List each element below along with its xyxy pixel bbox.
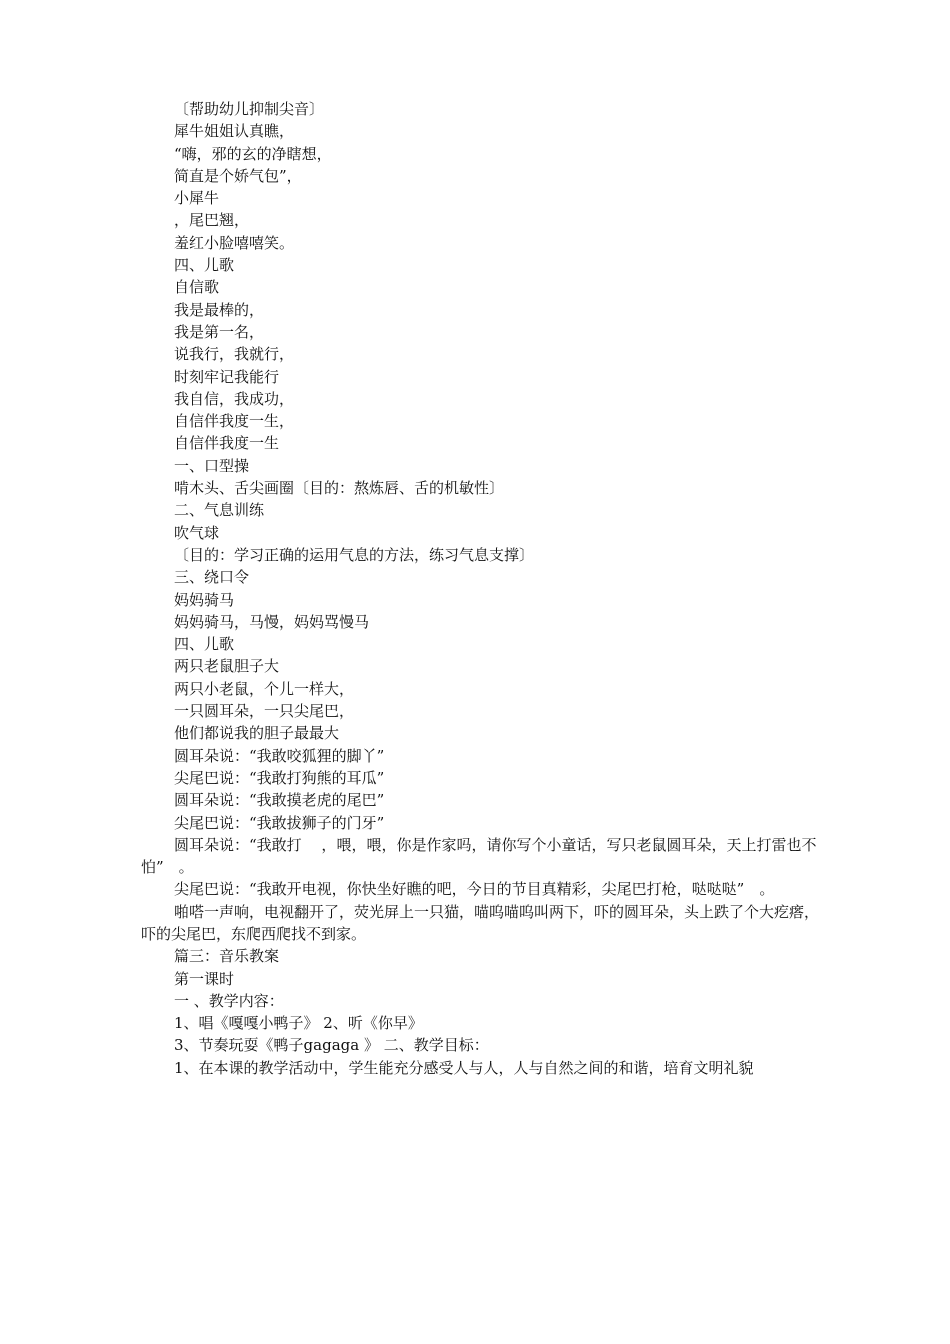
text-line: 两只小老鼠，个儿一样大，	[174, 679, 355, 698]
text-line: 一只圆耳朵，一只尖尾巴，	[174, 702, 355, 721]
text-line: 第一课时	[174, 969, 235, 988]
text-line: 〔目的：学习正确的运用气息的方法，练习气息支撑〕	[174, 545, 535, 564]
text-line: 我自信，我成功，	[174, 389, 295, 408]
section-heading: 一 、教学内容：	[174, 991, 284, 1010]
text-line: 他们都说我的胆子最最大	[174, 724, 340, 743]
text-line: 1、唱《嘎嘎小鸭子》 2、听《你早》	[174, 1014, 423, 1033]
text-line: 1、在本课的教学活动中，学生能充分感受人与人，人与自然之间的和谐，培育文明礼貌	[174, 1058, 754, 1077]
text-line: 我是第一名，	[174, 322, 265, 341]
text-line: 简直是个娇气包”，	[174, 166, 302, 185]
paragraph: 尖尾巴说：“我敢开电视，你快坐好瞧的吧，今日的节目真精彩，尖尾巴打枪，哒哒哒” 。	[174, 880, 775, 899]
section-heading: 篇三：音乐教案	[174, 947, 280, 966]
text-line: 尖尾巴说：“我敢拔狮子的门牙”	[174, 813, 385, 832]
text-line: 尖尾巴说：“我敢打狗熊的耳瓜”	[174, 768, 385, 787]
text-line: 自信歌	[174, 278, 220, 297]
text-line: 自信伴我度一生	[174, 434, 280, 453]
text-line: 圆耳朵说：“我敢摸老虎的尾巴”	[174, 791, 385, 810]
text-line: 〔帮助幼儿抑制尖音〕	[174, 100, 325, 118]
text-line: 小犀牛	[174, 189, 220, 208]
section-heading: 一、口型操	[174, 456, 250, 475]
text-line: 吹气球	[174, 523, 220, 542]
section-heading: 二、气息训练	[174, 501, 265, 520]
text-line: 妈妈骑马	[174, 590, 235, 609]
paragraph: 圆耳朵说：“我敢打 ，喂，喂，你是作家吗，请你写个小童话，写只老鼠圆耳朵，天上打雷也不怕” 。	[141, 835, 817, 877]
text-line: 羞红小脸嘻嘻笑。	[174, 233, 295, 252]
text-line: 时刻牢记我能行	[174, 367, 280, 386]
text-line: 两只老鼠胆子大	[174, 657, 280, 676]
section-heading: 三、绕口令	[174, 568, 250, 587]
paragraph: 啪嗒一声响，电视翻开了，荧光屏上一只猫，喵呜喵呜叫两下，吓的圆耳朵，头上跌了个大疙瘩，吓的尖尾巴，东爬西爬找不到家。	[141, 902, 820, 943]
section-heading: 四、儿歌	[174, 256, 235, 275]
text-line: 自信伴我度一生，	[174, 412, 295, 431]
document-body	[141, 98, 821, 1079]
text-line: 圆耳朵说：“我敢咬狐狸的脚丫”	[174, 746, 385, 765]
text-line: “嗨，邪的玄的净瞎想，	[174, 144, 332, 163]
text-line: ，尾巴翘，	[174, 211, 250, 230]
text-line: 妈妈骑马，马慢，妈妈骂慢马	[174, 612, 370, 631]
text-line: 3、节奏玩耍《鸭子gagaga 》 二、教学目标：	[174, 1036, 489, 1055]
text-line: 啃木头、舌尖画圈〔目的：熬炼唇、舌的机敏性〕	[174, 479, 505, 498]
section-heading: 四、儿歌	[174, 635, 235, 654]
text-line: 犀牛姐姐认真瞧，	[174, 122, 295, 141]
text-line: 说我行，我就行，	[174, 345, 295, 364]
text-line: 我是最棒的，	[174, 300, 265, 319]
